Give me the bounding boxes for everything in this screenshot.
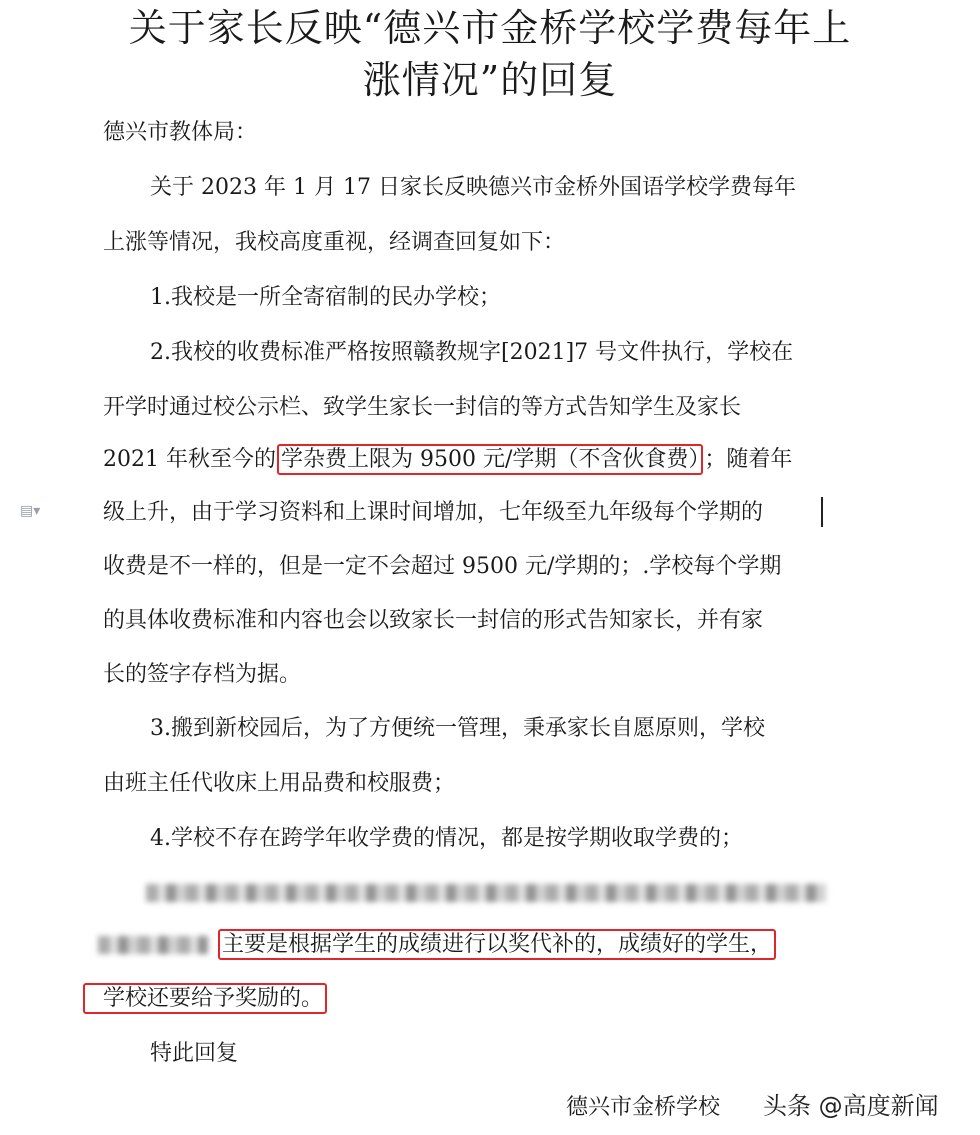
blurred-line: [146, 878, 826, 908]
item-2-line: 的具体收费标准和内容也会以致家长一封信的形式告知家长，并有家: [103, 608, 764, 633]
redacted-text: [146, 884, 826, 902]
highlight-box-reward: 主要是根据学生的成绩进行以奖代补的，成绩好的学生，: [218, 929, 776, 960]
item-5-line: [98, 930, 777, 960]
item-3-line: 3.搬到新校园后，为了方便统一管理，秉承家长自愿原则，学校: [150, 716, 765, 741]
item-2-line: 收费是不一样的，但是一定不会超过 9500 元/学期的；.学校每个学期: [103, 554, 782, 579]
item-3-line: 由班主任代收床上用品费和校服费；: [103, 771, 456, 796]
salutation: 德兴市教体局：: [103, 120, 258, 145]
item-1: 1.我校是一所全寄宿制的民办学校；: [150, 285, 501, 310]
closing: 特此回复: [150, 1041, 239, 1066]
text-cursor: [821, 497, 823, 527]
item-5-line: [82, 984, 328, 1014]
item-2-line: 开学时通过校公示栏、致学生家长一封信的等方式告知学生及家长: [103, 395, 742, 420]
item-2-line: 2.我校的收费标准严格按照赣教规字[2021]7 号文件执行，学校在: [150, 340, 794, 365]
title-line-1: 关于家长反映“德兴市金桥学校学费每年上: [128, 6, 852, 50]
item-2-line: 级上升，由于学习资料和上课时间增加，七年级至九年级每个学期的: [103, 500, 764, 525]
item-2-prefix: 2021 年秋至今的: [103, 447, 276, 472]
item-2-line: 长的签字存档为据。: [103, 662, 302, 687]
watermark: 头条 @高度新闻: [763, 1092, 939, 1120]
document-icon[interactable]: ▤▾: [20, 503, 41, 519]
intro-line: 上涨等情况，我校高度重视，经调查回复如下：: [103, 230, 566, 255]
highlight-box-reward-2: 学校还要给予奖励的。: [83, 983, 327, 1014]
title-line-2: 涨情况”的回复: [362, 58, 618, 102]
signature: 德兴市金桥学校: [566, 1095, 721, 1120]
redacted-text: [98, 936, 208, 954]
item-4: 4.学校不存在跨学年收学费的情况，都是按学期收取学费的；: [150, 826, 743, 851]
highlight-box-tuition: 学杂费上限为 9500 元/学期（不含伙食费）: [277, 444, 703, 475]
intro-line: 关于 2023 年 1 月 17 日家长反映德兴市金桥外国语学校学费每年: [150, 175, 796, 200]
item-2-line: [103, 445, 792, 475]
item-2-suffix: ；随着年: [704, 447, 793, 472]
